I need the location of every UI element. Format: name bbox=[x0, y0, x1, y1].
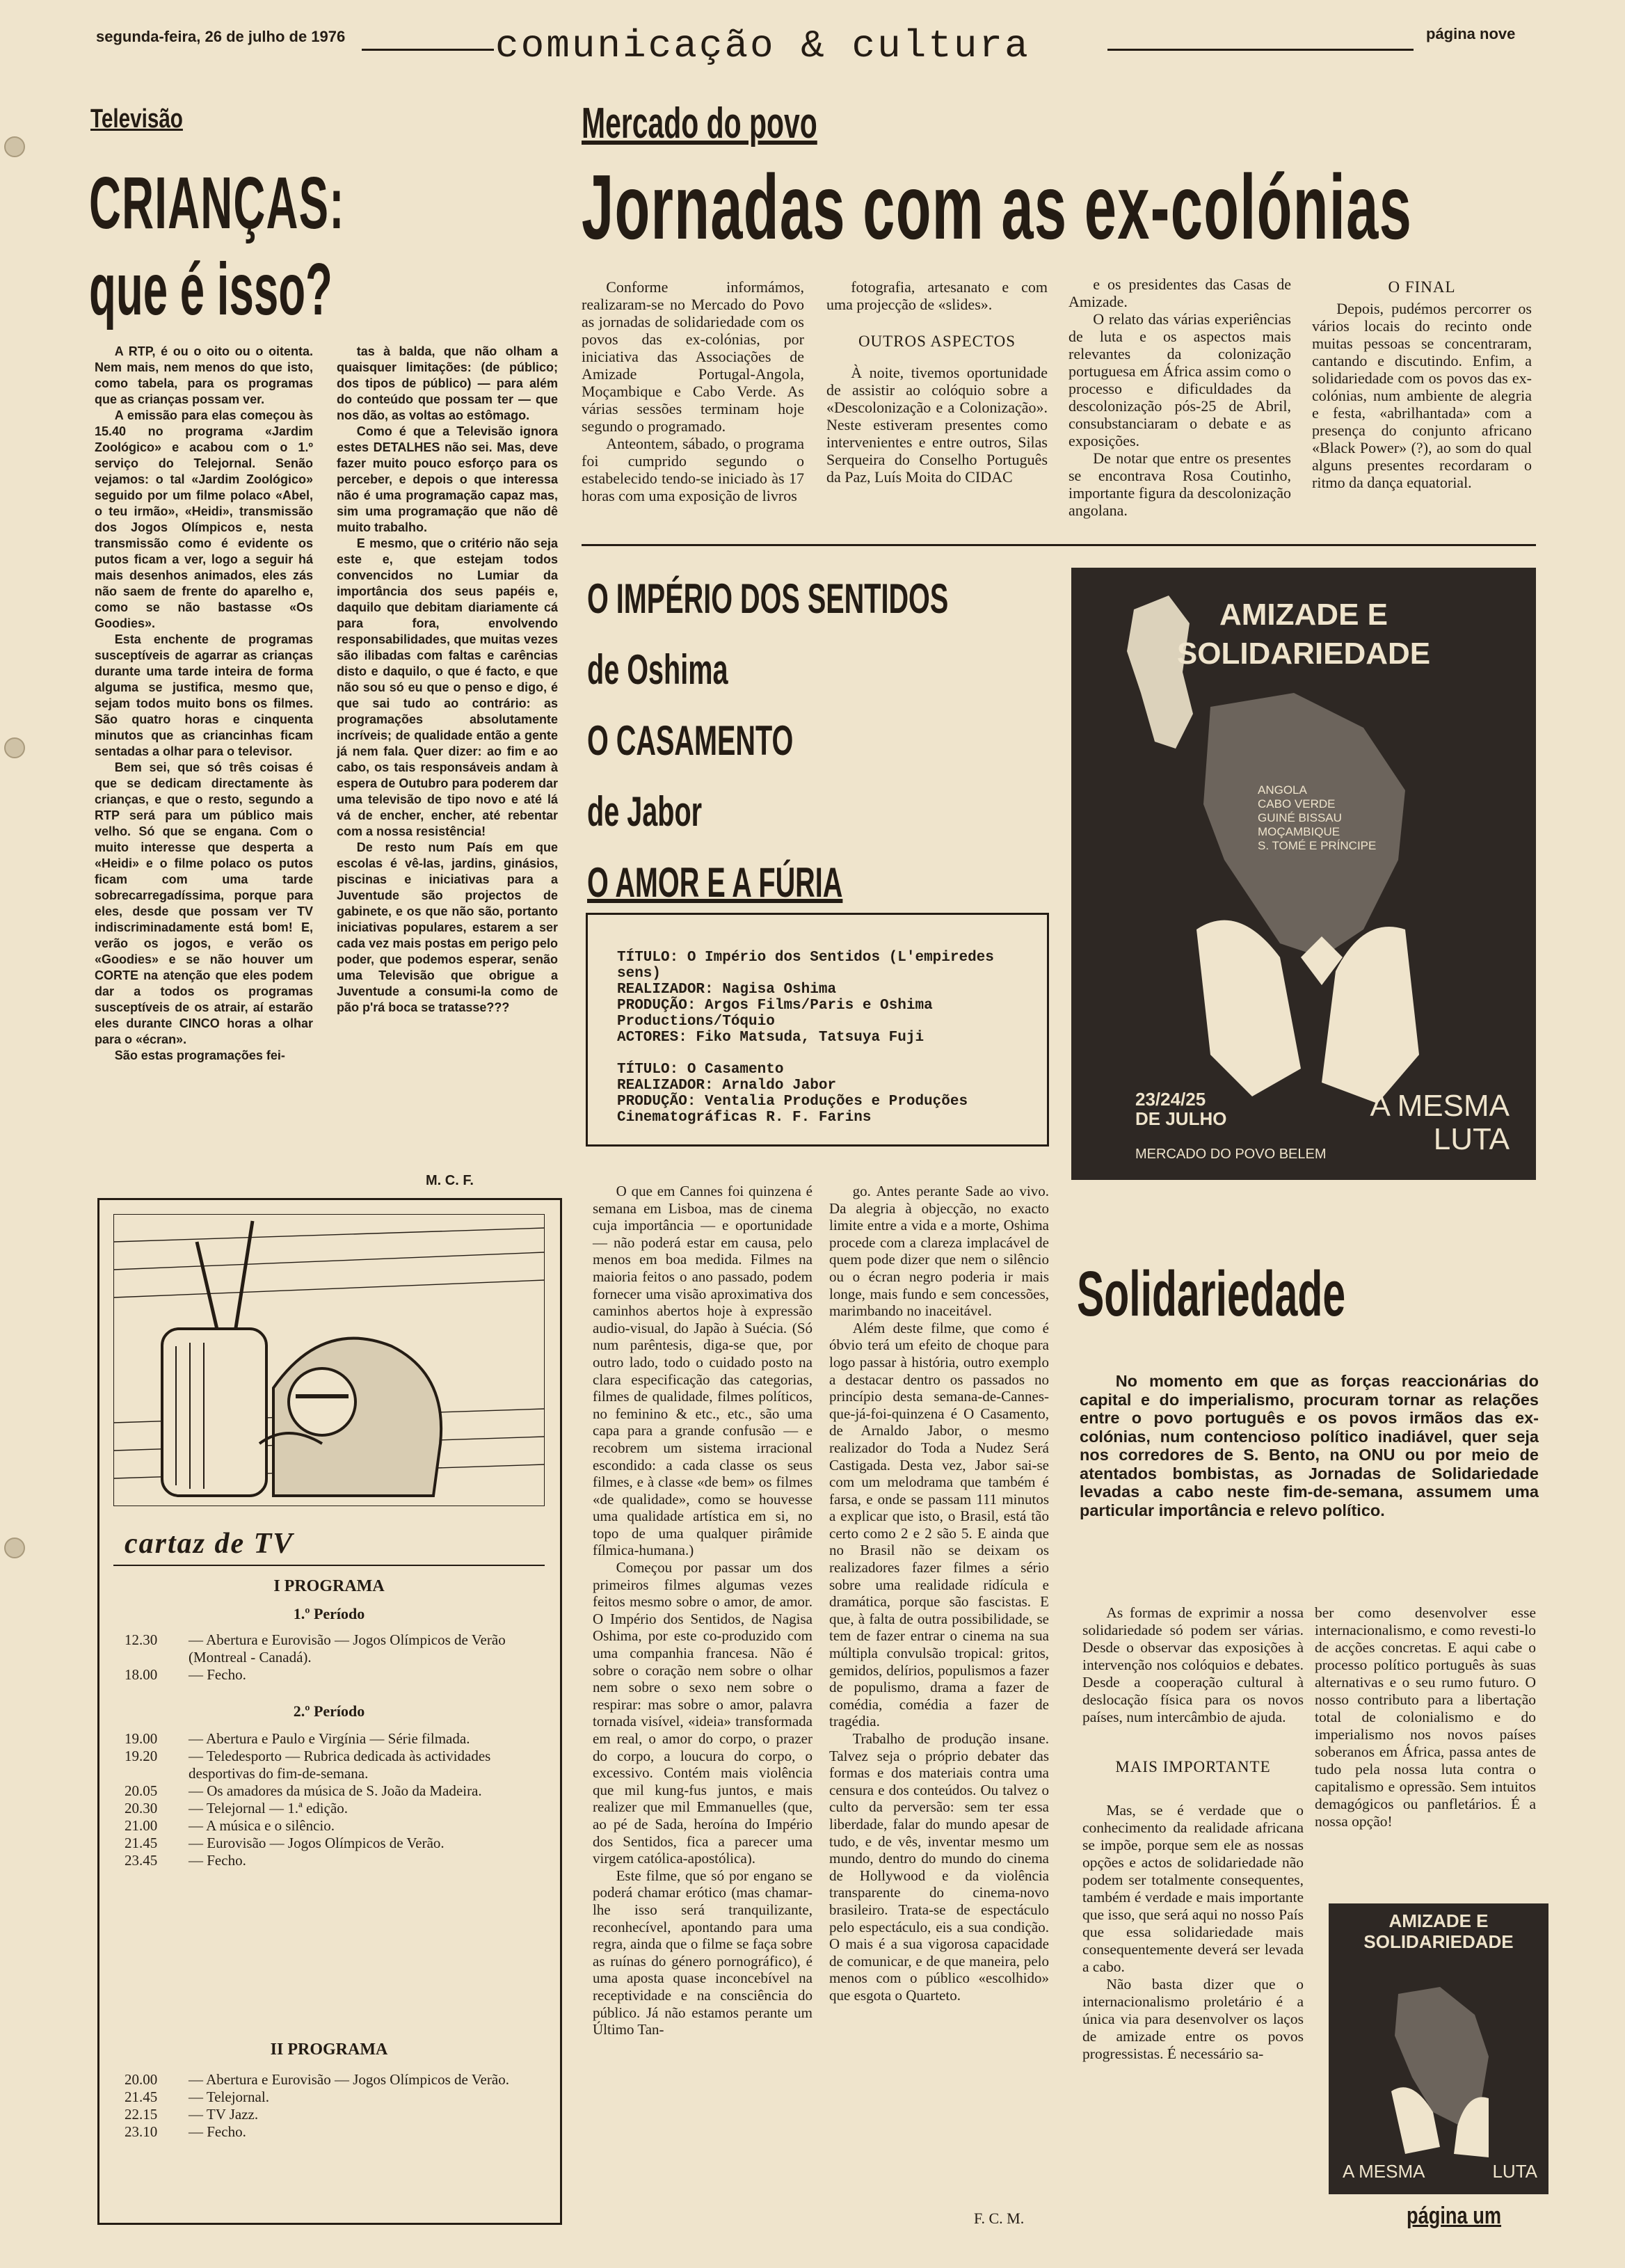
poster-small-slogan bbox=[1343, 2161, 1537, 2182]
programa-1-title: I PROGRAMA bbox=[273, 1577, 385, 1595]
films-column-2 bbox=[829, 1183, 1049, 2004]
tv-paragraph: De resto num País em que escolas é vê-las, jardins, ginásios, piscinas e iniciativas para a Juventude são projectos de gabinete, e os que não são, portanto iniciativas populares, estarem a ser cada vez mais postas em perigo pelo poder, que podemos esperar, senão uma Televisão que obrigue a Juventude a consumi-la como de pão p'rá boca se tratasse??? bbox=[337, 840, 558, 1014]
schedule-row bbox=[125, 1631, 535, 1666]
masthead-rule bbox=[1107, 49, 1414, 51]
continued-link: página um bbox=[1407, 2203, 1502, 2229]
binding-hole bbox=[4, 1538, 25, 1558]
schedule-time: 18.00 bbox=[125, 1666, 158, 1683]
schedule-row bbox=[125, 1730, 535, 1748]
poster-country: ANGOLA bbox=[1258, 783, 1307, 797]
poster-countries bbox=[1258, 783, 1376, 853]
poster-title-line: SOLIDARIEDADE bbox=[1363, 1931, 1514, 1952]
credit-spacer bbox=[617, 1046, 1034, 1062]
period-1-title: 1.º Período bbox=[293, 1605, 365, 1622]
schedule-desc: — Eurovisão — Jogos Olímpicos de Verão. bbox=[189, 1835, 445, 1851]
schedule-row bbox=[125, 1835, 535, 1852]
schedule-desc: — Fecho. bbox=[189, 1666, 246, 1683]
film-director-1: de Oshima bbox=[587, 646, 728, 693]
poster-small-title bbox=[1329, 1910, 1548, 1952]
credit-line: REALIZADOR: Nagisa Oshima bbox=[617, 982, 837, 998]
poster-title-line: AMIZADE E bbox=[1219, 598, 1388, 632]
schedule-row bbox=[125, 1748, 535, 1782]
solidariedade-paragraph: Não basta dizer que o internacionalismo proletário é a única via para desenvolver os laços de amizade entre os povos progressistas. É necessário sa- bbox=[1082, 1976, 1304, 2062]
mercado-subhead: O FINAL bbox=[1388, 278, 1456, 296]
solidarity-poster bbox=[1071, 568, 1536, 1180]
tv-paragraph: Esta enchente de programas susceptíveis de agarrar as crianças durante uma tarde inteira de forma alguma se justifica, mesmo que, sejam todos muito bons os filmes. São quatro horas e cinquenta minutos que as criancinhas ficam sentadas a olhar para o televisor. bbox=[95, 632, 313, 758]
tv-headline: CRIANÇAS: bbox=[89, 162, 345, 244]
poster-title bbox=[1071, 596, 1536, 673]
schedule-desc: — Fecho. bbox=[189, 2123, 246, 2140]
tv-column-1 bbox=[95, 344, 313, 1064]
films-paragraph: Começou por passar um dos primeiros filmes algumas vezes feitos mesmo sobre o amor, de amor. O Império dos Sentidos, de Nagisa Oshima, por este co-produzido com uma companhia francesa. Não é sobre o coração nem sobre o olhar nem sobre o sexo nem sobre o respirar: mas sobre o amor, palavra tornada visível, «ideia» transformada em real, o amor do corpo, o prazer do corpo, a loucura do corpo, o excessivo. Contém mais violência que mil kung-fus juntos, e mais realizer que mil Emmanuelles (que, ao pé de Sada, heroína do Império dos Sentidos, fica a parecer uma virgem católica-apostólica). bbox=[593, 1559, 812, 1867]
films-paragraph: O que em Cannes foi quinzena é semana em Lisboa, mas de cinema cuja importância — e oportunidade — não poderá estar em causa, pelo menos em boa medida. Filmes na maioria feitos o ano passado, podem fornecer uma visão aproximativa dos caminhos abertos hoje à expressão audio-visual, do Japão à Suécia. (Só num parêntesis, diga-se que, por outro lado, todo o cuidado posto na clara especificação das categorias, filmes de qualidade, filmes políticos, no feminino & etc., etc., são uma capa para a grande confusão — e recobrem um sistema irracional escondido: a cada classe os seus filmes, e à classe «de bem» os filmes «de qualidade», como se houvesse uma qualidade artística em si, no topo de uma qualquer pirâmide fílmica-humana.) bbox=[593, 1183, 812, 1559]
poster-country: MOÇAMBIQUE bbox=[1258, 825, 1340, 838]
schedule-row bbox=[125, 2123, 535, 2141]
schedule-desc: — TV Jazz. bbox=[189, 2106, 259, 2123]
binding-hole bbox=[4, 737, 25, 758]
schedule-desc: — Telejornal. bbox=[189, 2089, 269, 2105]
films-headline bbox=[587, 569, 1004, 924]
cartaz-rule bbox=[113, 1565, 545, 1566]
credit-line: ACTORES: Fiko Matsuda, Tatsuya Fuji bbox=[617, 1030, 924, 1046]
mercado-column-1 bbox=[582, 278, 804, 504]
poster-dates-line: 23/24/25 bbox=[1135, 1089, 1206, 1110]
poster-dates bbox=[1135, 1089, 1226, 1128]
film-director-2: de Jabor bbox=[587, 788, 703, 835]
mercado-column-4 bbox=[1312, 278, 1532, 491]
schedule-time: 21.00 bbox=[125, 1817, 158, 1834]
film-credits-box bbox=[586, 913, 1049, 1147]
solidariedade-lead: No momento em que as forças reaccionárias do capital e do imperialismo, procuram tornar as relações entre o povo português e os povos irmãos das ex-colónias, num contencioso político inadiável, quer seja nos corredores de S. Bento, na ONU ou por meio de atentados bombistas, as Jornadas de Solidariedade levadas a cabo neste fim-de-semana, assumem uma particular importância e relevo político. bbox=[1080, 1372, 1539, 1519]
poster-slogan bbox=[1329, 1089, 1510, 1156]
mercado-paragraph: fotografia, artesanato e com uma projecção de «slides». bbox=[826, 278, 1048, 313]
film-title-1: O IMPÉRIO DOS SENTIDOS bbox=[587, 575, 949, 622]
poster-slogan-line: LUTA bbox=[1433, 1122, 1510, 1156]
schedule-list-1 bbox=[125, 1631, 535, 1684]
schedule-time: 22.15 bbox=[125, 2106, 158, 2123]
credit-line: REALIZADOR: Arnaldo Jabor bbox=[617, 1078, 837, 1094]
schedule-time: 23.45 bbox=[125, 1852, 158, 1869]
mercado-kicker: Mercado do povo bbox=[582, 99, 817, 147]
cartaz-box bbox=[97, 1198, 562, 2225]
credit-line: PRODUÇÃO: Ventalia Produções e Produções Cinematográficas R. F. Farins bbox=[617, 1094, 968, 1126]
schedule-desc: — Teledesporto — Rubrica dedicada às actividades desportivas do fim-de-semana. bbox=[189, 1748, 491, 1782]
solidarity-poster-small bbox=[1329, 1903, 1548, 2194]
credit-line: PRODUÇÃO: Argos Films/Paris e Oshima Productions/Tóquio bbox=[617, 998, 933, 1030]
tv-paragraph: E mesmo, que o critério não seja este e, que estejam todos convencidos no Lumiar da importância dos seus papéis e, daquilo que debitam diariamente cá para fora, envolvendo responsabilidades, que muitas vezes são ilibadas com faltas e carências disto e daquilo, o que é facto, e que não sou só eu que o penso e digo, é que sai tudo ao contrário: as programações absolutamente incríveis; de qualidade então a gente já nem fala. Quer dizer: ao fim e ao cabo, os tais responsáveis andam à espera de Outubro para poderem dar uma televisão de tipo novo e até lá vá de encher, encher, até rebentar com a nossa resistência! bbox=[337, 536, 558, 838]
schedule-row bbox=[125, 1817, 535, 1835]
schedule-time: 20.00 bbox=[125, 2071, 158, 2088]
poster-slogan-line: LUTA bbox=[1492, 2161, 1537, 2182]
films-signature: F. C. M. bbox=[974, 2210, 1025, 2227]
poster-country: CABO VERDE bbox=[1258, 797, 1336, 810]
mercado-paragraph: Anteontem, sábado, o programa foi cumprido segundo o estabelecido tendo-se iniciado às 17 horas com uma exposição de livros bbox=[582, 435, 804, 504]
masthead-page: página nove bbox=[1426, 25, 1516, 42]
poster-country: GUINÉ BISSAU bbox=[1258, 811, 1342, 824]
masthead-rule bbox=[362, 49, 494, 51]
films-column-1 bbox=[593, 1183, 812, 2038]
mercado-paragraph: Conforme informámos, realizaram-se no Mercado do Povo as jornadas de solidariedade com os povos das ex-colónias, por iniciativa das Associações de Amizade Portugal-Angola, Moçambique e Cabo Verde. As várias sessões terminam hoje segundo o programado. bbox=[582, 278, 804, 435]
poster-slogan-line: A MESMA bbox=[1343, 2161, 1425, 2182]
schedule-list-3 bbox=[125, 2071, 535, 2141]
tv-paragraph: tas à balda, que não olham a quaisquer limitações: (de público; dos tipos de público) — para além do conteúdo que possam ter — que nos dão, as voltas ao estômago. bbox=[337, 344, 558, 422]
poster-venue: MERCADO DO POVO BELEM bbox=[1135, 1147, 1327, 1162]
section-rule bbox=[582, 544, 1536, 546]
schedule-row bbox=[125, 1666, 535, 1684]
films-paragraph: Além deste filme, que como é óbvio terá um efeito de choque para logo passar à história, outro exemplo a destacar dentro os passados no princípio desta semana-de-Cannes-que-já-foi-quinzena é O Casamento, de Arnaldo Jabor, o mesmo realizador do Toda a Nudez Será Castigada. Desta vez, Jabor sai-se com um melodrama que também é farsa, e onde se passam 111 minutos a explicar que isto, o Brasil, está tão certo como 2 e 2 são 5. E ainda que no Brasil não se deixam os realizadores fazer filmes a sério sobre uma realidade ridícula e dramática, porque são fascistas. E que, à falta de outra possibilidade, se tem de fazer entrar o cinema na sua múltipla convulsão tropical: gritos, gemidos, delírios, populismos a fazer de populismo, drama a fazer de comédia, comédia a fazer de tragédia. bbox=[829, 1319, 1049, 1730]
credit-line: TÍTULO: O Casamento bbox=[617, 1062, 784, 1078]
tv-signature: M. C. F. bbox=[426, 1173, 474, 1188]
schedule-time: 20.30 bbox=[125, 1800, 158, 1816]
mercado-headline: Jornadas com as ex-colónias bbox=[582, 156, 1413, 258]
masthead-date: segunda-feira, 26 de julho de 1976 bbox=[96, 28, 346, 45]
schedule-time: 20.05 bbox=[125, 1782, 158, 1799]
mercado-column-2 bbox=[826, 278, 1048, 486]
film-title-2: O CASAMENTO bbox=[587, 717, 794, 764]
films-paragraph: Trabalho de produção insane. Talvez seja o próprio debater das formas e dos materiais contra uma censura e dos conteúdos. Ou talvez o culto da perversão: sem ter essa liberdade, falar do mundo apesar de tudo, e de vês, inventar mesmo um mundo, dentro do mundo do cinema de Hollywood e da violência transparente do cinema-novo brasileiro. Trata-se de espectáculo pelo espectáculo, eis a sua condição. O mais é a sua vigorosa capacidade de comunicar, e de que maneira, pelo menos com o público «escolhido» que esgota o Quarteto. bbox=[829, 1730, 1049, 2004]
schedule-desc: — Abertura e Eurovisão — Jogos Olímpicos de Verão. bbox=[189, 2071, 509, 2088]
schedule-time: 12.30 bbox=[125, 1631, 158, 1648]
cartaz-title: cartaz de TV bbox=[125, 1528, 294, 1560]
schedule-desc: — Fecho. bbox=[189, 1852, 246, 1869]
solidariedade-headline: Solidariedade bbox=[1077, 1259, 1346, 1329]
mercado-subhead: OUTROS ASPECTOS bbox=[858, 333, 1016, 350]
tv-column-2 bbox=[337, 344, 558, 1016]
schedule-row bbox=[125, 1782, 535, 1800]
poster-slogan-line: A MESMA bbox=[1370, 1089, 1510, 1123]
credit-line: TÍTULO: O Império dos Sentidos (L'empiredes sens) bbox=[617, 950, 994, 982]
schedule-list-2 bbox=[125, 1730, 535, 1869]
schedule-desc: — Telejornal — 1.ª edição. bbox=[189, 1800, 349, 1816]
schedule-desc: — Abertura e Eurovisão — Jogos Olímpicos de Verão (Montreal - Canadá). bbox=[189, 1631, 506, 1666]
schedule-row bbox=[125, 2106, 535, 2123]
schedule-row bbox=[125, 2071, 535, 2089]
binding-hole bbox=[4, 136, 25, 157]
period-2-title: 2.º Período bbox=[293, 1702, 365, 1720]
mercado-paragraph: e os presidentes das Casas de Amizade. bbox=[1068, 275, 1291, 310]
films-paragraph: Este filme, que só por engano se poderá chamar erótico (mas chamar-lhe isso será tranquilizante, reconhecível, apontando para uma regra, ainda que o filme se faça sobre as ruínas do género pornográfico), é uma aposta quase inconcebível na receptividade e na consciência do público. Já não estamos perante um Último Tan- bbox=[593, 1867, 812, 2038]
poster-title-line: SOLIDARIEDADE bbox=[1176, 637, 1431, 671]
schedule-desc: — A música e o silêncio. bbox=[189, 1817, 335, 1834]
tv-paragraph: Como é que a Televisão ignora estes DETALHES não sei. Mas, deve fazer muito pouco esforço para os perceber, e depois o que interessa não é uma programação capaz mas, sim uma programação que não dê muito trabalho. bbox=[337, 424, 558, 534]
film-title-3: O AMOR E A FÚRIA bbox=[587, 859, 843, 906]
poster-title-line: AMIZADE E bbox=[1388, 1910, 1489, 1931]
poster-country: S. TOMÉ E PRÍNCIPE bbox=[1258, 839, 1377, 852]
film-credits bbox=[617, 950, 1034, 1126]
schedule-row bbox=[125, 1852, 535, 1869]
programa-2-title: II PROGRAMA bbox=[270, 2041, 388, 2059]
solidariedade-paragraph: Mas, se é verdade que o conhecimento da realidade africana se impõe, porque sem ele as nossas opções e actos de solidariedade não podem ser totalmente consequentes, também é verdade e mais importante que isso, que será aqui no nosso País que essa solidariedade mais consequentemente deverá ser levada a cabo. bbox=[1082, 1802, 1304, 1975]
television-illustration bbox=[113, 1214, 545, 1506]
schedule-row bbox=[125, 1800, 535, 1817]
mercado-paragraph: O relato das várias experiências de luta e os aspectos mais relevantes da colonização portuguesa em África assim como o processo e dificuldades da descolonização pós-25 de Abril, consubstanciaram o debate e as exposições. bbox=[1068, 310, 1291, 449]
schedule-time: 21.45 bbox=[125, 2089, 158, 2105]
schedule-time: 19.20 bbox=[125, 1748, 158, 1764]
poster-month: DE JULHO bbox=[1135, 1108, 1227, 1129]
solidariedade-column-1 bbox=[1082, 1604, 1304, 2063]
films-paragraph: go. Antes perante Sade ao vivo. Da alegria à objecção, no exacto limite entre a vida e a morte, Oshima procede com a clareza implacável de quem pode dizer que nem o silêncio ou o écran negro poderia ir mais longe, mais fundo e sem concessões, marimbando no inaceitável. bbox=[829, 1183, 1049, 1320]
mercado-paragraph: À noite, tivemos oportunidade de assistir ao colóquio sobre a «Descolonização e a Colonização». Neste estiveram presentes como intervenientes e entre outros, Silas Serqueira do Conselho Português da Paz, Luís Moita do CIDAC bbox=[826, 364, 1048, 486]
schedule-time: 23.10 bbox=[125, 2123, 158, 2140]
tv-headline-2: que é isso? bbox=[89, 248, 333, 330]
tv-paragraph: São estas programações fei- bbox=[114, 1048, 285, 1062]
masthead-section: comunicação & cultura bbox=[495, 24, 1030, 68]
solidariedade-paragraph: ber como desenvolver esse internacionalismo, e como revesti-lo de acções concretas. E aqui cabe o processo político português às suas alternativas e o seu rumo futuro. O nosso contributo para a libertação total de colonialismo e do imperialismo nos novos países soberanos em África, passa antes de tudo pela nossa luta contra o capitalismo e opressão. Sem intuitos demagógicos ou panfletários. É a nossa opção! bbox=[1315, 1604, 1536, 1830]
tv-paragraph: Bem sei, que só três coisas é que se dedicam directamente às crianças, e que o resto, segundo a RTP será para um público mais velho. Só que se engana. Com o muito interesse que desperta a «Heidi» e o filme polaco os putos ficam com uma tarde sobrecarregadíssima, porque para eles, desde que possam ver TV indiscriminadamente está bom! E, verão os jogos, e verão os «Goodies» e se não houver um CORTE na atenção que eles podem dar a todos os programas susceptíveis de os atrair, aí estarão eles durante CINCO horas a olhar para o «écran». bbox=[95, 760, 313, 1046]
solidariedade-column-2 bbox=[1315, 1604, 1536, 1830]
schedule-time: 19.00 bbox=[125, 1730, 158, 1747]
solidariedade-paragraph: As formas de exprimir a nossa solidariedade só podem ser várias. Desde o observar das exposições à intervenção nos colóquios e debates. Desde a cooperação cultural à deslocação física para os novos países, num intercâmbio de ajuda. bbox=[1082, 1604, 1304, 1725]
schedule-desc: — Os amadores da música de S. João da Madeira. bbox=[189, 1782, 482, 1799]
schedule-row bbox=[125, 2089, 535, 2106]
mercado-column-3 bbox=[1068, 275, 1291, 519]
tv-kicker: Televisão bbox=[90, 104, 183, 134]
tv-paragraph: A RTP, é ou o oito ou o oitenta. Nem mais, nem menos do que isto, como tabela, para os programas que as crianças possam ver. bbox=[95, 344, 313, 406]
schedule-desc: — Abertura e Paulo e Virgínia — Série filmada. bbox=[189, 1730, 470, 1747]
solidariedade-subhead: MAIS IMPORTANTE bbox=[1115, 1758, 1271, 1775]
mercado-paragraph: De notar que entre os presentes se encontrava Rosa Coutinho, importante figura da descolonização angolana. bbox=[1068, 449, 1291, 519]
mercado-paragraph: Depois, pudémos percorrer os vários locais do recinto onde muitas pessoas se concentraram, cantando e discutindo. Enfim, a solidariedade com os povos das ex-colónias, num ambiente de alegria e festa, «abrilhantada» com a presença do conjunto africano «Black Power» (?), ao som do qual alguns presentes recordaram o ritmo da dança equatorial. bbox=[1312, 300, 1532, 491]
schedule-time: 21.45 bbox=[125, 1835, 158, 1851]
tv-paragraph: A emissão para elas começou às 15.40 no programa «Jardim Zoológico» e acabou com o 1.º serviço do Telejornal. Senão vejamos: o tal «Jardim Zoológico» seguido por um filme polaco «Abel, o teu irmão», «Heidi», transmissão dos Jogos Olímpicos e, nesta transmissão como é evidente os putos ficam a ver, logo a seguir há mais desenhos animados, eles zás não saem de frente do aparelho e, como se não bastasse «Os Goodies». bbox=[95, 408, 313, 630]
